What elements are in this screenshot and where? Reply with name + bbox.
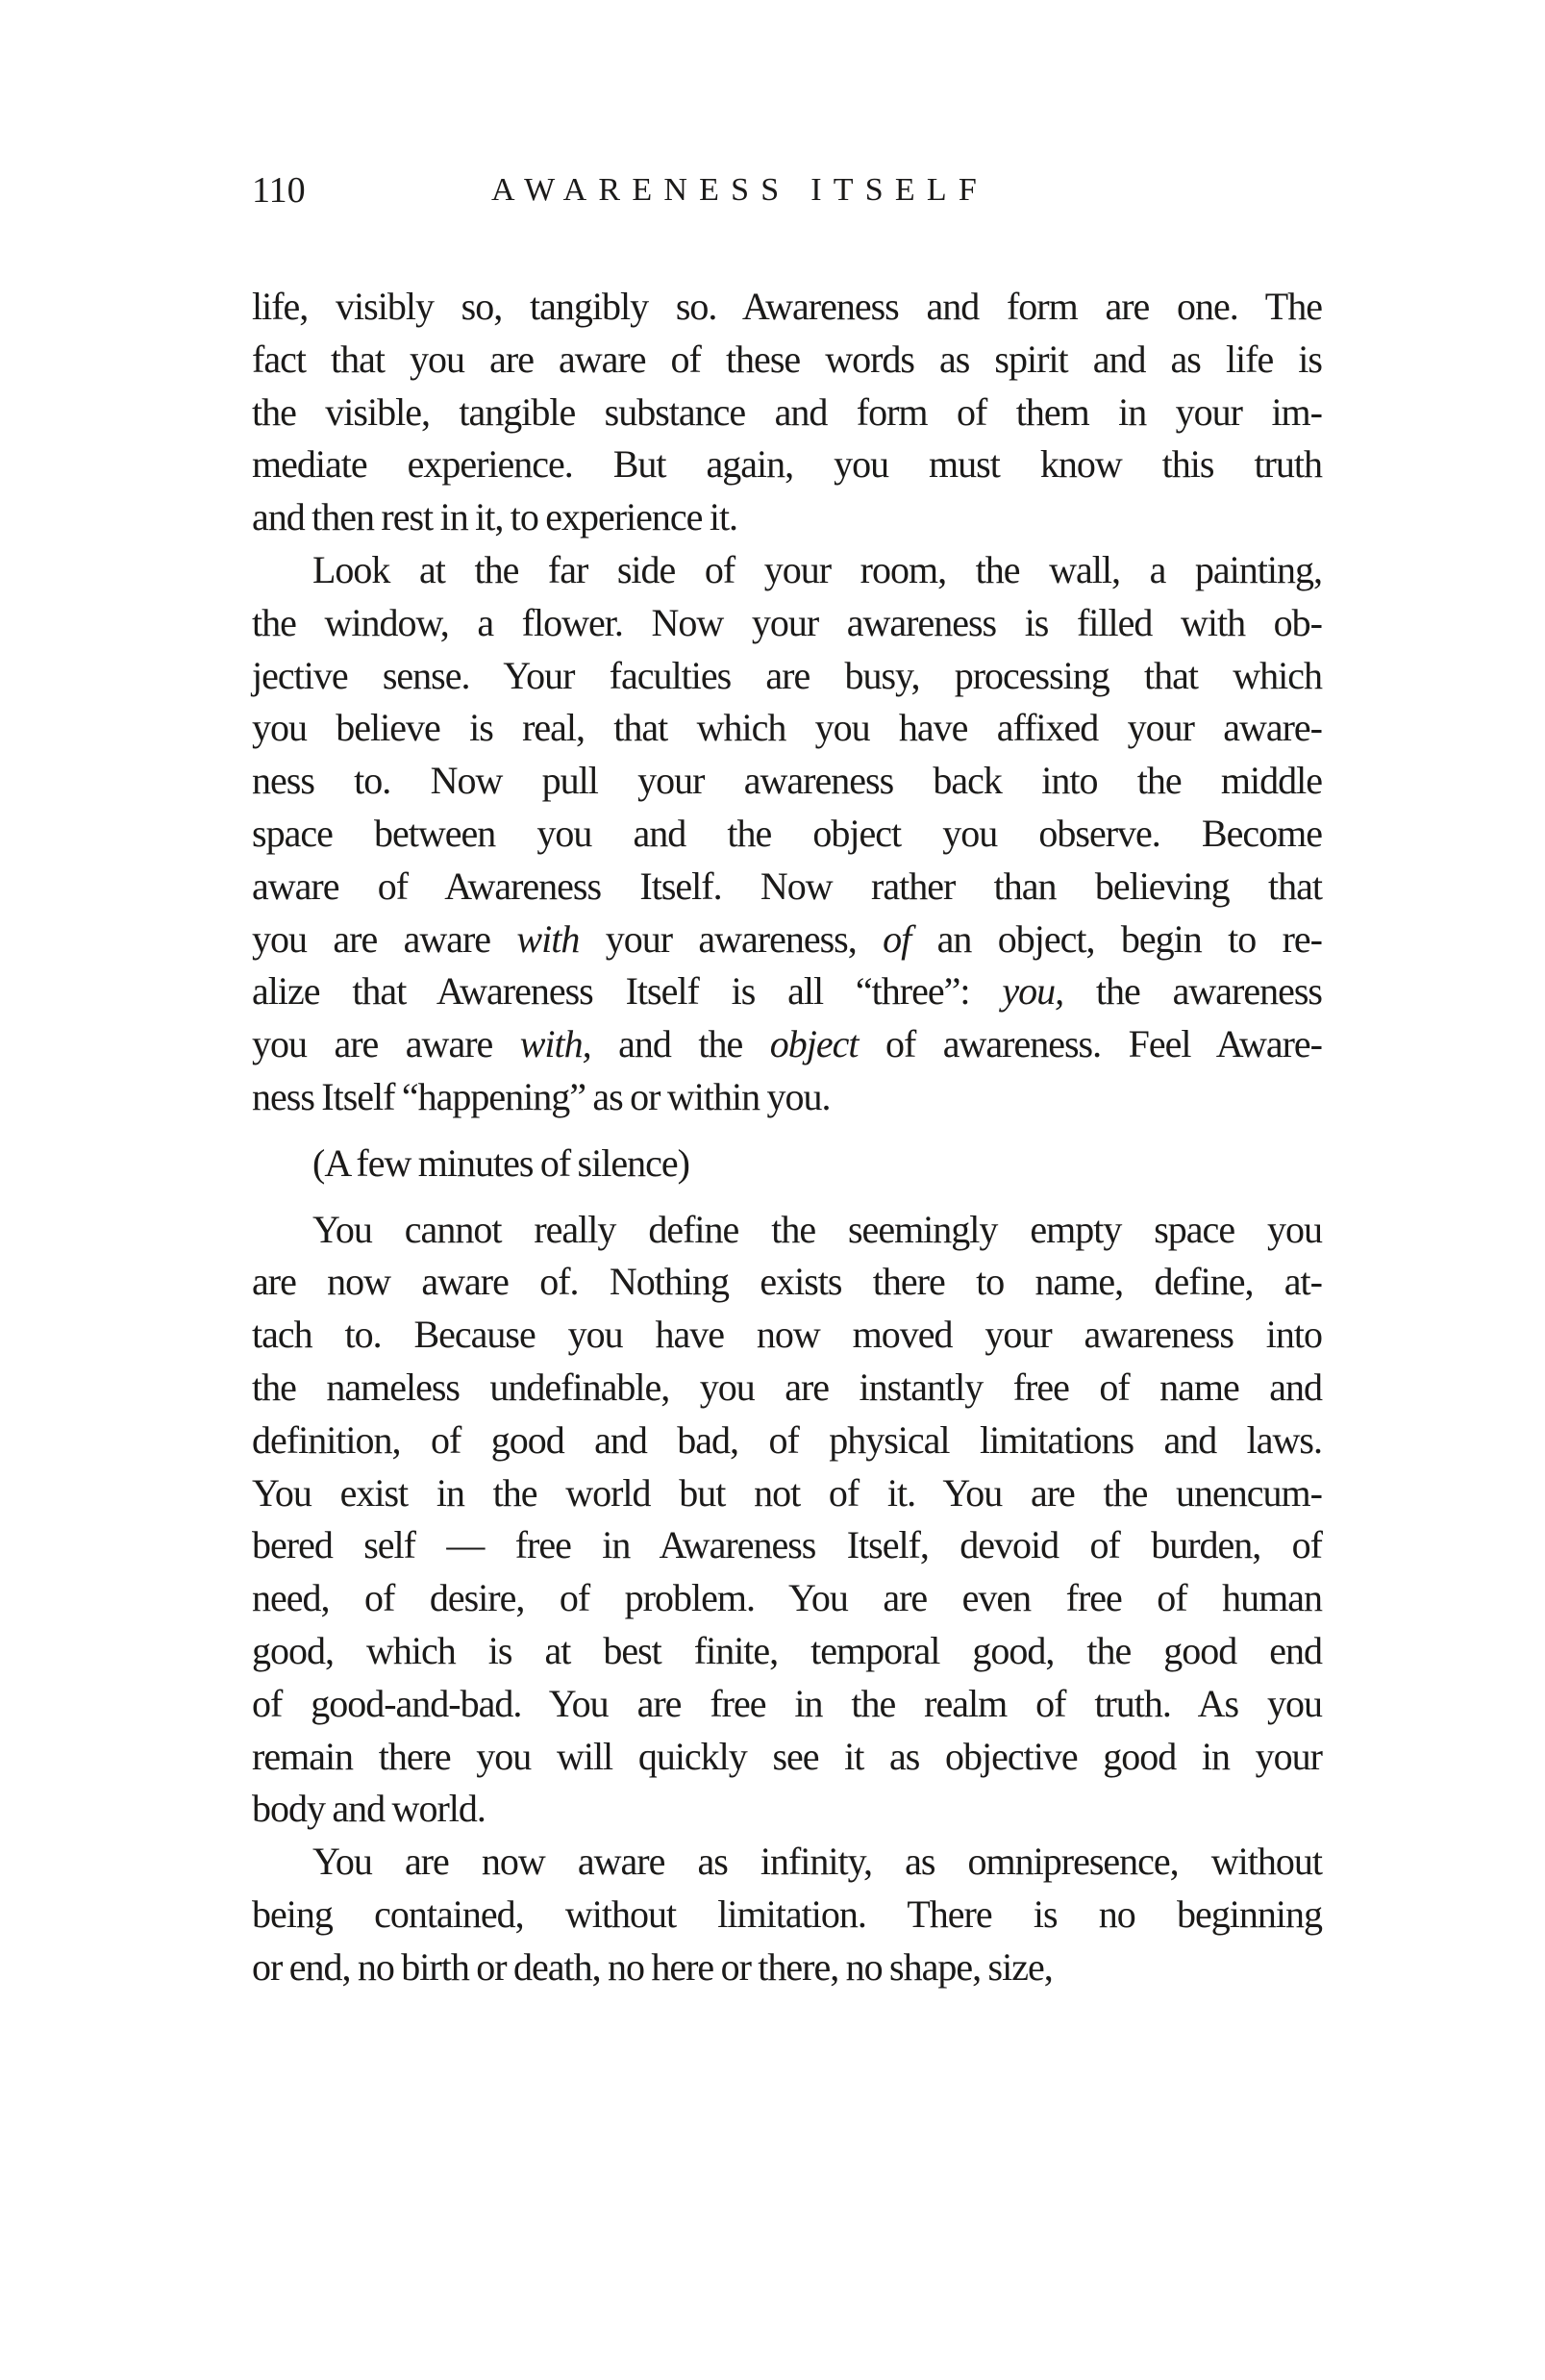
text-line: Look at the far side of your room, the wall, a painting,	[312, 547, 1322, 591]
running-title: AWARENESS ITSELF	[491, 172, 989, 208]
text-line: you believe is real, that which you have affixed your aware-	[252, 706, 1322, 750]
text-line: ness Itself “happening” as or within you.	[252, 1074, 831, 1118]
text-line: bered self — free in Awareness Itself, devoid of burden, of	[252, 1523, 1322, 1567]
page-number: 110	[252, 170, 306, 211]
text-line: space between you and the object you observe. Become	[252, 811, 1322, 855]
text-line: aware of Awareness Itself. Now rather than believing that	[252, 864, 1322, 908]
text-line: the visible, tangible substance and form of them in your im-	[252, 389, 1322, 434]
text-line: and then rest in it, to experience it.	[252, 495, 738, 539]
text-line: You exist in the world but not of it. You are the unencum-	[252, 1470, 1322, 1515]
text-line: You are now aware as infinity, as omnipresence, without	[312, 1840, 1322, 1884]
text-line: of good-and-bad. You are free in the realm of truth. As you	[252, 1681, 1322, 1725]
silence-note	[252, 1138, 1322, 1190]
text-line: you are aware with, and the object of awareness. Feel Aware-	[252, 1022, 1322, 1066]
text-line: jective sense. Your faculties are busy, processing that which	[252, 653, 1322, 697]
text-line: you are aware with your awareness, of an object, begin to re-	[252, 916, 1322, 961]
italic-emphasis: with,	[519, 1022, 591, 1066]
text-line: mediate experience. But again, you must know this truth	[252, 442, 1322, 487]
text-line: tach to. Because you have now moved your awareness into	[252, 1313, 1322, 1357]
text-line: the window, a flower. Now your awareness is filled with ob-	[252, 600, 1322, 644]
text-line: or end, no birth or death, no here or there, no shape, size,	[252, 1944, 1053, 1989]
paragraph	[252, 1836, 1322, 1993]
text-line: You cannot really define the seemingly empty space you	[312, 1207, 1322, 1251]
text-line: alize that Awareness Itself is all “three”: you, the awareness	[252, 969, 1322, 1014]
text-line: need, of desire, of problem. You are even free of human	[252, 1576, 1322, 1620]
running-head	[252, 171, 1322, 210]
text-line: are now aware of. Nothing exists there to name, define, at-	[252, 1260, 1322, 1304]
text-line: body and world.	[252, 1787, 486, 1831]
italic-emphasis: of	[883, 916, 911, 961]
italic-emphasis: object	[769, 1022, 859, 1066]
text-line: being contained, without limitation. There is no beginning	[252, 1891, 1322, 1936]
text-line: (A few minutes of silence)	[312, 1140, 689, 1185]
text-line: life, visibly so, tangibly so. Awareness and form are one. The	[252, 285, 1322, 328]
paragraph	[252, 1204, 1322, 1837]
paragraph	[252, 281, 1322, 544]
text-line: good, which is at best finite, temporal good, the good end	[252, 1628, 1322, 1672]
text-line: the nameless undefinable, you are instantly free of name and	[252, 1365, 1322, 1409]
italic-emphasis: you,	[1002, 969, 1064, 1014]
body-text	[252, 281, 1322, 1994]
text-line: definition, of good and bad, of physical limitations and laws.	[252, 1417, 1322, 1462]
text-line: ness to. Now pull your awareness back into the middle	[252, 759, 1322, 803]
italic-emphasis: with	[516, 916, 580, 961]
text-line: fact that you are aware of these words as spirit and as life is	[252, 337, 1322, 381]
paragraph	[252, 544, 1322, 1124]
text-line: remain there you will quickly see it as objective good in your	[252, 1734, 1322, 1778]
